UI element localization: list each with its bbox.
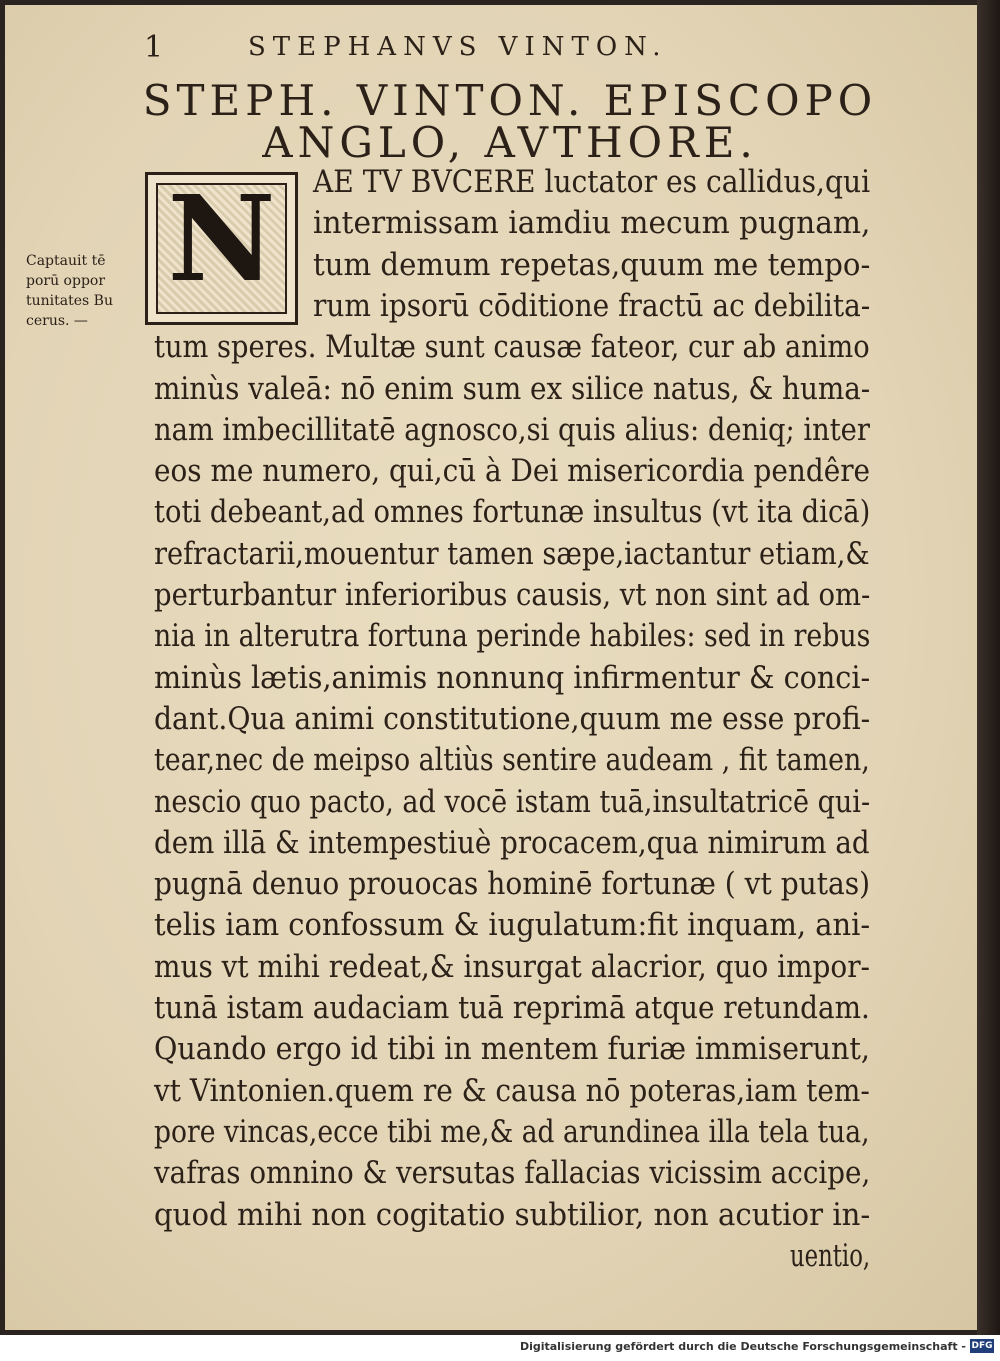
margin-note-line: cerus. —: [26, 313, 88, 329]
title-line-2: ANGLO, AVTHORE.: [262, 118, 758, 167]
margin-note: [26, 251, 146, 331]
text-line: toti debeant,ad omnes fortunæ insultus (vt ita dicā): [154, 494, 871, 531]
margin-note-line: tunitates Bu: [26, 293, 113, 309]
text-line: telis iam confossum & iugulatum:fit inquam, ani-: [154, 907, 871, 944]
text-line: uentio,: [790, 1237, 871, 1274]
text-line: intermissam iamdiu mecum pugnam,: [313, 205, 871, 242]
text-line: rum ipsorū cōditione fractū ac debilita-: [313, 287, 871, 324]
text-line: mus vt mihi redeat,& insurgat alacrior, quo impor-: [154, 948, 870, 985]
title-line-1: STEPH. VINTON. EPISCOPO: [142, 76, 878, 125]
text-line: eos me numero, qui,cū à Dei misericordia pendêre: [154, 453, 871, 490]
text-line: tunā istam audaciam tuā reprimā atque retundam.: [154, 990, 870, 1026]
dfg-logo-icon: DFG: [971, 1341, 993, 1351]
text-line: tum demum repetas,quum me tempo-: [313, 246, 871, 283]
running-head: STEPHANVS VINTON.: [248, 32, 668, 62]
text-line: perturbantur inferioribus causis, vt non sint ad om-: [154, 577, 871, 613]
margin-note-line: porū oppor: [26, 273, 106, 289]
text-line: tum speres. Multæ sunt causæ fateor, cur ab animo: [154, 329, 870, 366]
text-line: pore vincas,ecce tibi me,& ad arundinea illa tela tua,: [154, 1113, 870, 1150]
text-line: nam imbecillitatē agnosco,si quis alius: deniq; inter: [154, 411, 870, 448]
text-line: dant.Qua animi constitutione,quum me esse profi-: [154, 700, 871, 737]
text-line: dem illā & intempestiuè procacem,qua nimirum ad: [154, 824, 870, 861]
footer-bar: [0, 1335, 1000, 1361]
footer-credit: Digitalisierung gefördert durch die Deutsche Forschungsgemeinschaft -: [519, 1340, 966, 1353]
page-number: 1: [144, 30, 164, 65]
text-line: refractarii,mouentur tamen sæpe,iactantur etiam,&: [154, 535, 870, 572]
text-line: nia in alterutra fortuna perinde habiles: sed in rebus: [154, 618, 871, 655]
text-line: tear,nec de meipso altiùs sentire audeam , fit tamen,: [154, 742, 870, 779]
margin-note-line: Captauit tē: [26, 253, 106, 269]
text-line: quod mihi non cogitatio subtilior, non acutior in-: [154, 1196, 871, 1233]
text-line: minùs valeā: nō enim sum ex silice natus, & huma-: [154, 370, 871, 407]
book-gutter: [977, 0, 1000, 1335]
text-line: AE TV BVCERE luctator es callidus,qui: [313, 164, 871, 200]
text-line: vafras omnino & versutas fallacias vicissim accipe,: [154, 1155, 871, 1192]
text-line: nescio quo pacto, ad vocē istam tuā,insultatricē qui-: [154, 783, 871, 820]
decorated-initial: [145, 169, 298, 325]
text-line: Quando ergo id tibi in mentem furiæ immiserunt,: [154, 1031, 870, 1068]
initial-letter: N: [167, 169, 276, 308]
text-line: vt Vintonien.quem re & causa nō poteras,iam tem-: [154, 1072, 870, 1109]
text-line: pugnā denuo prouocas hominē fortunæ ( vt putas): [154, 866, 871, 903]
text-line: minùs lætis,animis nonnunq infirmentur & conci-: [154, 659, 871, 696]
